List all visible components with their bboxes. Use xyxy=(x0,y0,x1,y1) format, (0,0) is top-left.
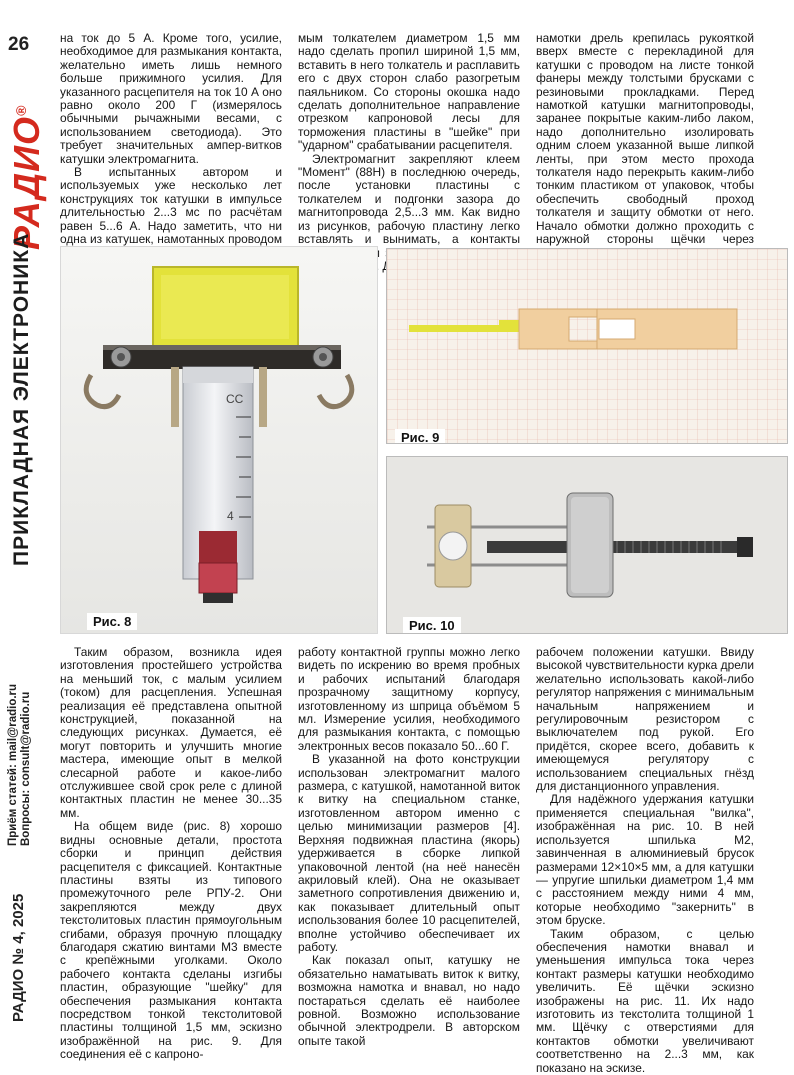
top-column-2 xyxy=(298,32,520,273)
paragraph: на ток до 5 А. Кроме того, усилие, необходимое для размыкания контакта, желательно иметь лишь немного больше прижимного усилия. Для указанного расцепителя на ток 10 А оно равно около 200 Г (измерялось обычными рычажными весами, с использованием светодиода). Это требует значительных ампер-витков катушки электромагнита. xyxy=(60,31,282,166)
figure-9-label: Рис. 9 xyxy=(395,429,445,444)
bottom-column-1 xyxy=(60,646,282,1062)
top-column-3 xyxy=(536,32,754,273)
contacts-questions: Вопросы: consult@radio.ru xyxy=(20,691,32,846)
issue-number: РАДИО № 4, 2025 xyxy=(10,893,27,1022)
paragraph: На общем виде (рис. 8) хорошо видны основные детали, простота сборки и принцип действия расцепителя с фиксацией. Контактные пластины взяты из типового промежуточного реле РПУ-2. Они закрепляются между двух текстолитовых пластин прямоугольным сгибами, образуя прочную площадку благодаря сжатию винтами М3 вместе с крепёжными уголками. Около рабочего контакта сделаны изгибы пластин, образующие "шейку" для обеспечения размыкания контакта посредством тонкой текстолитовой пластины толщиной 1,5 мм, эскизно изображённой на рис. 9. Для соединения её с капроно- xyxy=(60,819,282,1062)
bottom-column-2 xyxy=(298,646,520,1048)
syringe-mark-top: СС xyxy=(226,392,244,406)
contacts-block xyxy=(7,684,33,846)
figure-8-label: Рис. 8 xyxy=(87,613,137,630)
paragraph: Таким образом, с целью обеспечения намотки внавал и уменьшения импульса тока через контакт размеры катушки необходимо увеличить. Её щёчки эскизно изображены на рис. 11. Их надо изготовить из текстолита толщиной 1 мм. Щёчку с отверстиями для контактов обмотки увеличивают соответственно на 2...3 мм, как показано на эскизе. xyxy=(536,926,754,1075)
paragraph: Электромагнит закрепляют клеем "Момент" (88Н) в последнюю очередь, после установки пластины с толкателем и подгонки зазора до магнитопровода 2,5...3 мм. Как видно из рисунков, рабочую пластину легко вставлять и вынимать, а контакты xyxy=(298,151,520,247)
figure-10-label: Рис. 10 xyxy=(403,617,461,634)
registered-mark: ® xyxy=(13,104,29,117)
figure-10-photo xyxy=(386,456,788,634)
magazine-logo xyxy=(6,105,48,250)
figure-10-drawing xyxy=(387,457,787,633)
paragraph: рабочем положении катушки. Ввиду высокой чувствительности курка дрели желательно использовать какой-либо регулятор напряжения с минимальным начальным напряжением и регулировочным резистором с выключателем под рукой. Его придётся, скорее всего, добавить к имеющемуся регулятору с использованием специальных гнёзд для дистанционного управления. xyxy=(536,645,754,794)
paragraph: Как показал опыт, катушку не обязательно наматывать виток к витку, возможна намотка и внавал, но надо постараться сделать её наиболее ровной. Возможно использование обычной электродрели. В авторском опыте такой xyxy=(298,953,520,1048)
figure-9-drawing xyxy=(387,249,787,443)
contacts-articles: Приём статей: mail@radio.ru xyxy=(7,683,19,846)
bottom-column-3 xyxy=(536,646,754,1075)
logo-text: РАДИО xyxy=(6,116,47,250)
figure-8-drawing xyxy=(61,247,377,633)
syringe-mark-mid: 4 xyxy=(227,509,234,523)
paragraph: намотки дрель крепилась рукояткой вверх вместе с перекладиной для катушки с проводом на листе тонкой фанеры между толстыми брусками с резиновыми прокладками. Перед намоткой катушки магнитопроводы, заранее покрытые каким-либо лаком, надо дополнительно изолировать одним слоем указанной выше липкой ленты, при этом место прохода толкателя надо перекрыть каким-либо тонким пластиком от упаковок, чтобы обеспечить свободный проход толкателя и защиту обмотки от него. Начало обмотки должно проходить с наружной стороны щёчки через xyxy=(536,31,754,247)
rubric-title: ПРИКЛАДНАЯ ЭЛЕКТРОНИКА xyxy=(10,232,33,566)
paragraph: Для надёжного удержания катушки применяется специальная "вилка", изображённая на рис. 10. В ней используется шпилька М2, завинченная в алюминиевый брусок размерами 12×10×5 мм, а для катушки — упругие шпильки диаметром 1,4 мм с расстоянием между ними 4 мм, которые необходимо "закернить" в этом бруске. xyxy=(536,792,754,928)
page-sidebar xyxy=(0,0,50,1031)
page-number: 26 xyxy=(8,34,30,55)
paragraph: Таким образом, возникла идея изготовления простейшего устройства на меньший ток, с малым усилием (током) для расцепления. Успешная реализация её представлена опытной конструкцией, показанной на следующих рисунках. Думается, её могут повторить и улучшить многие мастера, имеющие опыт в мелкой слесарной работе и какое-либо отслужившее свой срок реле с длиной контактных пластин не менее 30...35 мм. xyxy=(60,645,282,820)
paragraph: В указанной на фото конструкции использован электромагнит малого размера, с катушкой, намотанной виток к витку на специальном станке, изготовленном автором именно с целью минимизации размеров [4]. Верхняя подвижная пластина (якорь) удерживается в сборке липкой упаковочной лентой (на неё нанесён акриловый клей). Она не оказывает заметного сопротивления движению и, как показывает длительный опыт использования более 10 расцепителей, вполне устойчиво обеспечивает их работу. xyxy=(298,752,520,954)
figure-9-sketch xyxy=(386,248,788,444)
paragraph: работу контактной группы можно легко видеть по искрению во время пробных и рабочих испытаний благодаря прозрачному защитному корпусу, изготовленному из шприца объёмом 5 мл. Измерение усилия, необходимого для размыкания контакта, с помощью электронных весов показало 50...60 Г. xyxy=(298,645,520,753)
figure-8-photo xyxy=(60,246,378,634)
paragraph: В испытанных автором и используемых уже несколько лет конструкциях ток катушки в импульсе длительностью 2...3 мс по расчётам равен 5...6 А. Надо заметить, что ни одна из катушек, намотанных проводом xyxy=(60,165,282,247)
paragraph: мым толкателем диаметром 1,5 мм надо сделать пропил шириной 1,5 мм, вставить в него толкатель и расплавить его с двух сторон слабо разогретым паяльником. Со стороны окошка надо сделать дополнительное направление отрезком капроновой лесы для торможения пластины в "шейке" при "ударном" срабатывании расцепителя. xyxy=(298,31,520,153)
